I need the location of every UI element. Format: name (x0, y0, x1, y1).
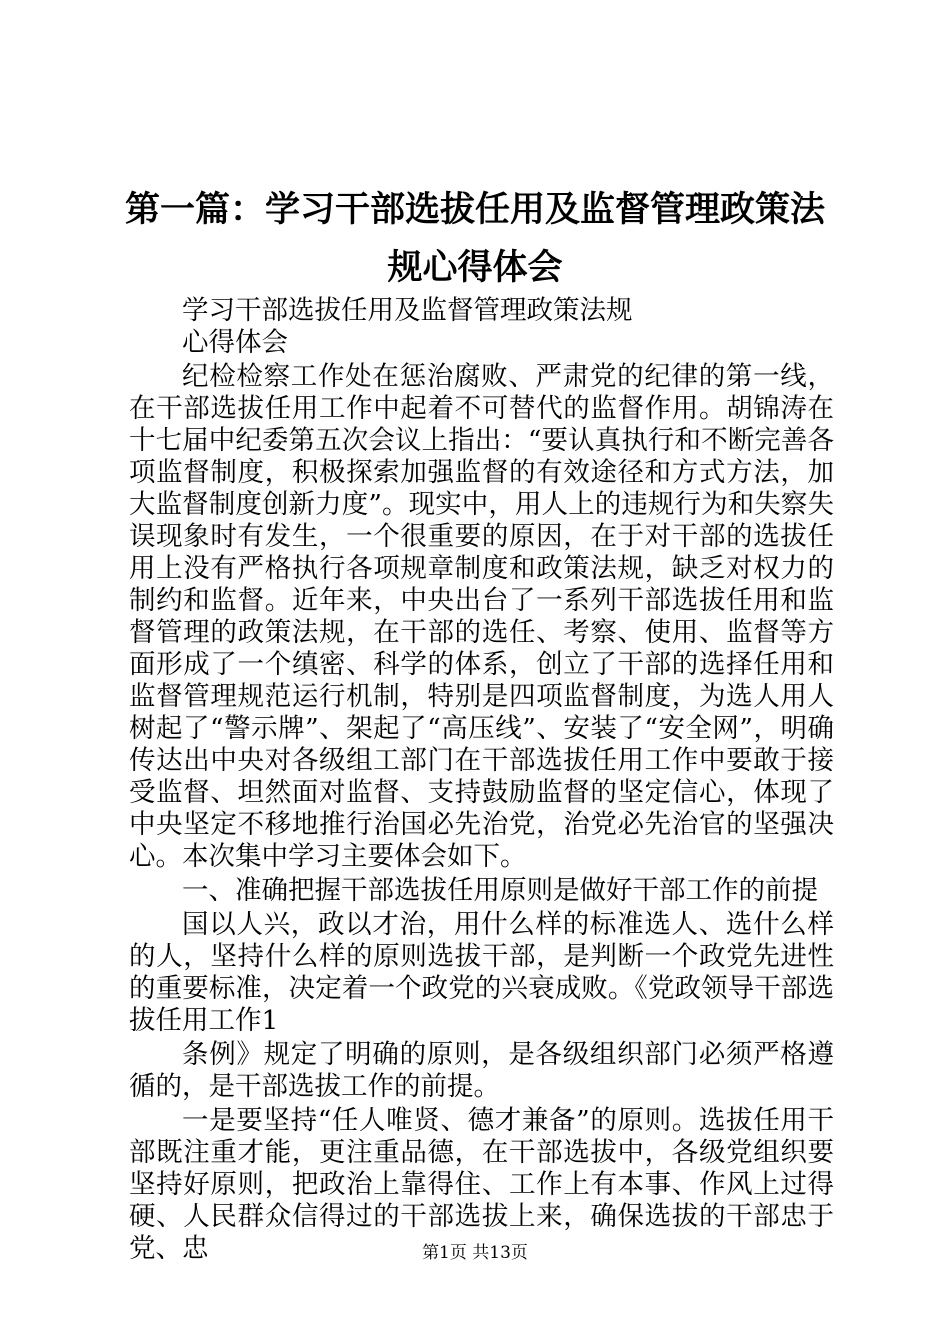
paragraph-principle-1: 一是要坚持“任人唯贤、德才兼备”的原则。选拔任用干部既注重才能，更注重品德，在干部选拔中，各级党组织要坚持好原则，把政治上靠得住、工作上有本事、作风上过得硬、人民群众信得过的干部选拔上来，确保选拔的干部忠于党、忠 (129, 1105, 834, 1264)
document-title-line-2: 规心得体会 (387, 248, 563, 288)
paragraph-section-1: 国以人兴，政以才治，用什么样的标准选人、选什么样的人，坚持什么样的原则选拔干部，是判断一个政党先进性的重要标准，决定着一个政党的兴衰成败。《党政领导干部选拔任用工作1 (129, 909, 834, 1036)
paragraph-section-1-cont: 条例》规定了明确的原则，是各级组织部门必须严格遵循的，是干部选拔工作的前提。 (129, 1039, 834, 1102)
document-title-line-1: 第一篇：学习干部选拔任用及监督管理政策法 (124, 190, 825, 230)
page-footer: 第1页 共13页 (422, 1243, 528, 1263)
section-heading-1: 一、准确把握干部选拔任用原则是做好干部工作的前提 (182, 875, 818, 906)
subtitle-line-1: 学习干部选拔任用及监督管理政策法规 (182, 295, 633, 326)
paragraph-intro: 纪检检察工作处在惩治腐败、严肃党的纪律的第一线，在干部选拔任用工作中起着不可替代的监督作用。胡锦涛在十七届中纪委第五次会议上指出：“要认真执行和不断完善各项监督制度，积极探索加强监督的有效途径和方式方法，加大监督制度创新力度”。现实中，用人上的违规行为和失察失误现象时有发生，一个很重要的原因，在于对干部的选拔任用上没有严格执行各项规章制度和政策法规，缺乏对权力的制约和监督。近年来，中央出台了一系列干部选拔任用和监督管理的政策法规，在干部的选任、考察、使用、监督等方面形成了一个缜密、科学的体系，创立了干部的选择任用和监督管理规范运行机制，特别是四项监督制度，为选人用人树起了“警示牌”、架起了“高压线”、安装了“安全网”，明确传达出中央对各级组工部门在干部选拔任用工作中要敢于接受监督、坦然面对监督、支持鼓励监督的坚定信心，体现了中央坚定不移地推行治国必先治党，治党必先治官的坚强决心。本次集中学习主要体会如下。 (129, 361, 834, 872)
document-body (129, 295, 834, 1265)
subtitle-line-2: 心得体会 (182, 327, 288, 358)
